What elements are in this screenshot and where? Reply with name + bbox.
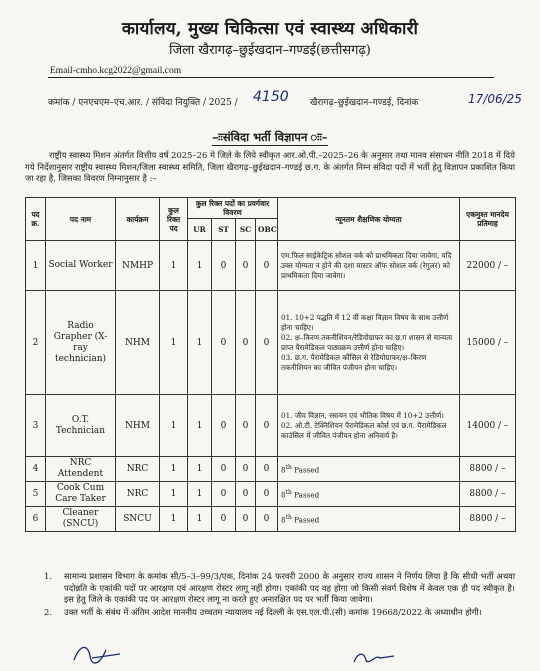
cell-st: 0 [212, 241, 236, 291]
cell-ur: 1 [188, 482, 212, 507]
vacancy-table [25, 197, 516, 532]
cell-ur: 1 [188, 291, 212, 395]
cell-obc: 0 [256, 482, 278, 507]
cell-total: 1 [160, 241, 188, 291]
cell-sc: 0 [236, 395, 256, 457]
cell-program: NRC [116, 457, 160, 482]
cell-post: NRC Attendent [46, 457, 116, 482]
cell-salary: 8800 / – [460, 507, 516, 532]
cell-sc: 0 [236, 291, 256, 395]
header-sc: SC [236, 219, 256, 241]
header-total: कुल रिक्त पद [160, 198, 188, 241]
cell-qualification [278, 457, 460, 482]
cell-st: 0 [212, 507, 236, 532]
cell-qualification [278, 241, 460, 291]
note-text: उक्त भर्ती के संबंध में अंतिम आदेश माननीय उच्चतम न्यायालय नई दिल्ली के एस.एल.पी.(सी) कमांक 19668/2022 के अध्याधीन होगी। [64, 606, 482, 617]
table-row [26, 395, 516, 457]
header-st: ST [212, 219, 236, 241]
note-number: 2. [44, 606, 52, 617]
cell-sno: 3 [26, 395, 46, 457]
cell-sno: 6 [26, 507, 46, 532]
cell-total: 1 [160, 457, 188, 482]
cell-qualification [278, 395, 460, 457]
table-row [26, 291, 516, 395]
intro-paragraph: राष्ट्रीय स्वास्थ्य मिशन अंतर्गत वित्तीय वर्ष 2025–26 मे जिले के लिये स्वीकृत आर.ओ.पी.–2025–26 के अनुसार तथा मानव संसाधन नीति 2018 में दिये गये निर्देशानुसार राष्ट्रीय स्वास्थ्य मिशन/जिला स्वास्थ्य समिति, जिला खैरागढ़–छुईखदान–गण्डई छ.ग. के अंतर्गत निम्न संविदा पदों में भर्ती हेतु विज्ञापन प्रकाशित किया जा रहा है, जिसका विवरण निम्नानुसार है :– [25, 150, 515, 183]
header-obc: OBC [256, 219, 278, 241]
vacancy-table-body [26, 241, 516, 532]
signature-mark-right [350, 648, 410, 668]
reference-number-handwritten: 4150 [253, 89, 289, 105]
cell-salary: 8800 / – [460, 457, 516, 482]
cell-post: Cook Cum Care Taker [46, 482, 116, 507]
cell-obc: 0 [256, 507, 278, 532]
header-ur: UR [188, 219, 212, 241]
cell-post: Radio Grapher (X-ray technician) [46, 291, 116, 395]
note-number: 1. [44, 571, 52, 581]
qualification-line: 8th Passed [281, 513, 320, 525]
cell-salary: 14000 / – [460, 395, 516, 457]
header-sno: पद क्र. [26, 198, 46, 241]
cell-ur: 1 [188, 241, 212, 291]
table-row [26, 507, 516, 532]
cell-post: O.T. Technician [46, 395, 116, 457]
cell-st: 0 [212, 482, 236, 507]
qualification-line: 8th Passed [281, 488, 320, 500]
header-post: पद नाम [46, 198, 116, 241]
qualification-line: 02. ओ.टी. टेक्निशियन पैरामेडिकल कोर्स एवं छ.ग. पैरामेडिकल काउंसिल में जीवित पंजीयन होना अनिवार्य है। [281, 420, 447, 440]
cell-total: 1 [160, 395, 188, 457]
table-row [26, 241, 516, 291]
cell-salary: 22000 / – [460, 241, 516, 291]
advertisement-title-text: –ःःसंविदा भर्ती विज्ञापन ःः– [212, 130, 328, 144]
cell-obc: 0 [256, 395, 278, 457]
header-salary: एकमुश्त मानदेय प्रतिमाह [460, 198, 516, 241]
date-handwritten: 17/06/25 [468, 92, 522, 106]
cell-sc: 0 [236, 457, 256, 482]
cell-total: 1 [160, 291, 188, 395]
cell-sc: 0 [236, 241, 256, 291]
qualification-line: एम.फिल साईकेट्रिक सोशल वर्क को प्राथमिकता दिया जावेगा, यदि उक्त योग्यता न होने की दशा मास्टर ऑफ सोशल वर्क (रेगुलर) को प्राथमिकता दिया जावेगा। [281, 250, 452, 280]
cell-obc: 0 [256, 457, 278, 482]
place-date-label: खैरागढ़–छुईखदान–गण्डई, दिनांक [310, 98, 419, 108]
cell-st: 0 [212, 457, 236, 482]
notes-section [40, 571, 515, 619]
cell-program: NRC [116, 482, 160, 507]
cell-qualification [278, 482, 460, 507]
cell-program: NMHP [116, 241, 160, 291]
cell-st: 0 [212, 395, 236, 457]
cell-sno: 5 [26, 482, 46, 507]
note-text: सामान्य प्रशासन विभाग के कमांक सी/5–3–99/3/एक, दिनांक 24 फरवरी 2000 के अनुसार राज्य शासन ने निर्णय लिया है कि सीधी भर्ती अथवा पदोन्नति के एकांकी पदों पर आरक्षण एवं आरक्षण रोस्टर लागू नहीं होगा। एकांकी पद वह होगा जो किसी संवर्ग विशेष में केवल एक ही पद स्वीकृत है। इस हेतु जिले के एकांकी पद पर आरक्षण रोस्टर लागू ना करते हुए अनारक्षित पद पर भर्ती किया जावेगा। [64, 571, 515, 604]
table-row [26, 457, 516, 482]
cell-sno: 1 [26, 241, 46, 291]
signature-mark-left [70, 640, 130, 668]
cell-ur: 1 [188, 507, 212, 532]
cell-sno: 2 [26, 291, 46, 395]
email-address: Email-cmho.kcg2022@gmail.com [50, 66, 182, 76]
cell-ur: 1 [188, 395, 212, 457]
cell-obc: 0 [256, 291, 278, 395]
cell-program: NHM [116, 395, 160, 457]
cell-qualification [278, 291, 460, 395]
cell-sc: 0 [236, 507, 256, 532]
header-program: कार्यक्रम [116, 198, 160, 241]
advertisement-title [0, 130, 540, 145]
cell-st: 0 [212, 291, 236, 395]
cell-sno: 4 [26, 457, 46, 482]
cell-total: 1 [160, 507, 188, 532]
header-qualification: न्यूनतम शैक्षणिक योग्यता [278, 198, 460, 241]
cell-salary: 8800 / – [460, 482, 516, 507]
cell-post: Social Worker [46, 241, 116, 291]
cell-program: NHM [116, 291, 160, 395]
cell-qualification [278, 507, 460, 532]
cell-program: SNCU [116, 507, 160, 532]
note-item [40, 571, 515, 606]
cell-ur: 1 [188, 457, 212, 482]
qualification-line: 03. छ.ग. पैरामेडिकल कौंसिल से रेडियोग्राफर/क्ष–किरण तकनीशियन का जीवित पंजीयन होना चाहिए। [281, 352, 427, 372]
cell-post: Cleaner (SNCU) [46, 507, 116, 532]
qualification-line: 01. जीव विज्ञान, रसायन एवं भौतिक विषय में 10+2 उत्तीर्ण। [281, 410, 444, 420]
cell-sc: 0 [236, 482, 256, 507]
header-divider [48, 77, 494, 78]
qualification-line: 02. क्ष–किरण तकनीशियन/रेडियोग्राफर का छ.ग शासन से मान्यता प्राप्त पैरामेडिकल पाठ्यक्रम उत्तीर्ण होना चाहिए। [281, 332, 453, 352]
cell-obc: 0 [256, 241, 278, 291]
table-row [26, 482, 516, 507]
qualification-line: 01. 10+2 पद्धति में 12 वीं कक्षा विज्ञान विषय के साथ उत्तीर्ण होना चाहिए। [281, 312, 449, 332]
cell-total: 1 [160, 482, 188, 507]
qualification-line: 8th Passed [281, 463, 320, 475]
office-title: कार्यालय, मुख्य चिकित्सा एवं स्वास्थ्य अधिकारी [121, 19, 419, 39]
reference-number-label: कमांक / एनएचएम–एच.आर. / संविदा नियुक्ति / 2025 / [48, 98, 238, 108]
header-category-group: कुल रिक्त पदों का प्रवर्गवार विवरण [188, 198, 278, 219]
cell-salary: 15000 / – [460, 291, 516, 395]
district-subtitle: जिला खैरागढ़–छुईखदान–गण्डई(छत्तीसगढ़) [169, 43, 371, 58]
note-item [40, 607, 515, 619]
